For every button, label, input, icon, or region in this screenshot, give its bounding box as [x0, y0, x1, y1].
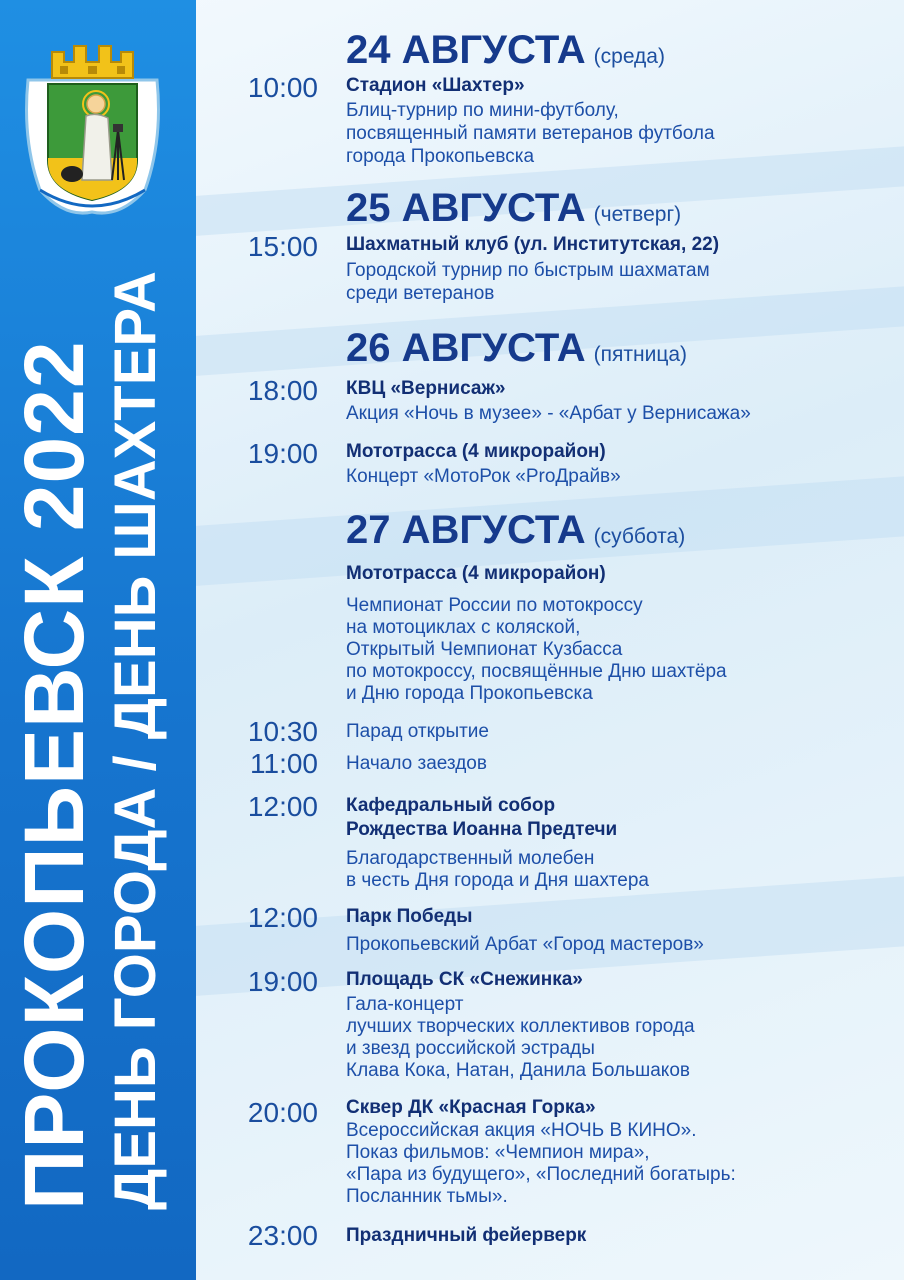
weekday: (четверг)	[593, 203, 682, 226]
event-desc: Блиц-турнир по мини-футболу,	[346, 100, 619, 121]
event-desc: Городской турнир по быстрым шахматам	[346, 260, 710, 281]
event-time: 10:30	[247, 716, 318, 747]
event-place: Парк Победы	[346, 906, 473, 927]
event-desc: среди ветеранов	[346, 283, 495, 304]
event-place: Шахматный клуб (ул. Институтская, 22)	[346, 234, 720, 255]
sidebar	[0, 0, 196, 1280]
date-heading: 25 АВГУСТА (четверг)	[346, 186, 682, 230]
event-desc: по мотокроссу, посвящённые Дню шахтёра	[346, 661, 727, 682]
event-place: Сквер ДК «Красная Горка»	[346, 1097, 596, 1118]
weekday: (среда)	[593, 45, 665, 68]
event-time: 19:00	[247, 966, 318, 997]
event-desc: Концерт «МотоРок «ProДрайв»	[346, 466, 621, 487]
event-desc: Прокопьевский Арбат «Город мастеров»	[346, 934, 704, 955]
event-desc: Клава Кока, Натан, Данила Большаков	[346, 1060, 690, 1081]
event-desc: Всероссийская акция «НОЧЬ В КИНО».	[346, 1120, 697, 1141]
event-desc: Посланник тьмы».	[346, 1186, 508, 1207]
coat-of-arms-icon	[20, 40, 165, 220]
event-time: 12:00	[247, 902, 318, 933]
event-desc: в честь Дня города и Дня шахтера	[346, 870, 649, 891]
date-heading: 26 АВГУСТА (пятница)	[346, 326, 688, 370]
event-time: 23:00	[247, 1220, 318, 1251]
event-desc: города Прокопьевска	[346, 146, 535, 167]
event-place: Праздничный фейерверк	[346, 1225, 587, 1246]
event-desc: лучших творческих коллективов города	[346, 1016, 695, 1037]
event-desc: Парад открытие	[346, 721, 489, 742]
event-desc: и звезд российской эстрады	[346, 1038, 595, 1059]
event-desc: Начало заездов	[346, 753, 487, 774]
event-desc: на мотоциклах с коляской,	[346, 617, 581, 638]
event-place: Стадион «Шахтер»	[346, 75, 525, 96]
weekday: (суббота)	[593, 525, 686, 548]
event-time: 19:00	[247, 438, 318, 469]
event-desc: Открытый Чемпионат Кузбасса	[346, 639, 623, 660]
event-place: Мототрасса (4 микрорайон)	[346, 441, 606, 462]
event-time: 20:00	[247, 1097, 318, 1128]
event-time: 18:00	[247, 375, 318, 406]
event-time: 15:00	[247, 231, 318, 262]
event-place: Мототрасса (4 микрорайон)	[346, 563, 606, 584]
event-place: КВЦ «Вернисаж»	[346, 378, 506, 399]
event-desc: Благодарственный молебен	[346, 848, 595, 869]
date-heading: 24 АВГУСТА (среда)	[346, 28, 665, 72]
date-heading: 27 АВГУСТА (суббота)	[346, 508, 686, 552]
event-desc: Чемпионат России по мотокроссу	[346, 595, 643, 616]
title-city-year: ПРОКОПЬЕВСК 2022	[7, 340, 101, 1210]
event-place: Площадь СК «Снежинка»	[346, 969, 583, 990]
weekday: (пятница)	[593, 343, 688, 366]
event-desc: и Дню города Прокопьевска	[346, 683, 593, 704]
event-place: Кафедральный собор	[346, 795, 556, 816]
event-desc: Гала-концерт	[346, 994, 464, 1015]
event-place: Рождества Иоанна Предтечи	[346, 819, 618, 840]
event-time: 12:00	[247, 791, 318, 822]
event-desc: Акция «Ночь в музее» - «Арбат у Вернисажа»	[346, 403, 751, 424]
event-time: 10:00	[247, 72, 318, 103]
title-holiday: ДЕНЬ ГОРОДА / ДЕНЬ ШАХТЕРА	[103, 271, 168, 1210]
event-desc: Показ фильмов: «Чемпион мира»,	[346, 1142, 650, 1163]
event-desc: посвященный памяти ветеранов футбола	[346, 123, 715, 144]
event-desc: «Пара из будущего», «Последний богатырь:	[346, 1164, 736, 1185]
event-time: 11:00	[250, 748, 318, 779]
